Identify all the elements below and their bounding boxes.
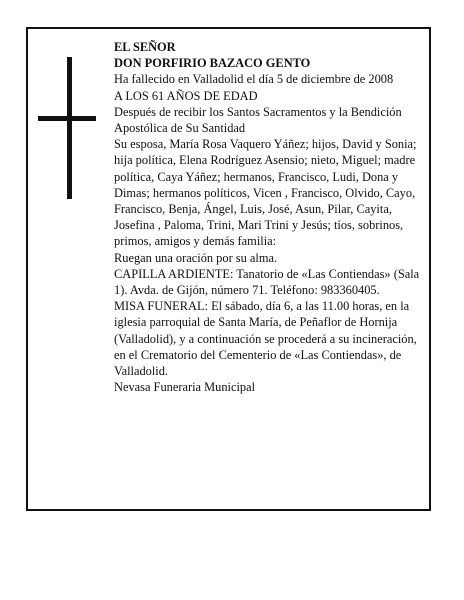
age: A LOS 61 AÑOS DE EDAD xyxy=(114,88,258,103)
prayer-request: Ruegan una oración por su alma. xyxy=(114,250,278,265)
funeral-home: Nevasa Funeraria Municipal xyxy=(114,380,256,395)
cross-vertical-bar xyxy=(67,57,72,199)
funeral-info: MISA FUNERAL: El sábado, día 6, a las 11.00 horas, en la iglesia parroquial de Santa María, de Peñaflor de Hornija (Valladolid), y a continuación se procederá a su incineración, en el Crematorio del Cementerio de «Las Contiendas», de Valladolid. xyxy=(114,299,417,379)
family-list: Su esposa, María Rosa Vaquero Yáñez; hijos, David y Sonia; hija política, Elena Rodríguez Asensio; nieto, Miguel; madre política, Caya Yáñez; hermanos, Francisco, Ludi, Dona y Dimas; hermanos políticos, Vicen , Francisco, Olvido, Cayo, Francisco, Benja, Ángel, Luis, José, Asun, Pilar, Cayita, Josefina , Paloma, Trini, Mari Trini y Jesús; tíos, sobrinos, primos, amigos y demás familia: xyxy=(114,137,417,249)
cross-horizontal-bar xyxy=(38,116,96,121)
title-line-2: DON PORFIRIO BAZACO GENTO xyxy=(114,56,311,71)
title-line-1: EL SEÑOR xyxy=(114,40,176,54)
sacraments: Después de recibir los Santos Sacramentos y la Bendición Apostólica de Su Santidad xyxy=(114,104,402,136)
obituary-notice xyxy=(26,27,431,511)
chapel-info: CAPILLA ARDIENTE: Tanatorio de «Las Contiendas» (Sala 1). Avda. de Gijón, número 71. Teléfono: 983360405. xyxy=(114,266,420,298)
obituary-text xyxy=(114,39,426,395)
cross-icon xyxy=(38,57,96,199)
death-info: Ha fallecido en Valladolid el día 5 de diciembre de 2008 xyxy=(114,72,394,87)
